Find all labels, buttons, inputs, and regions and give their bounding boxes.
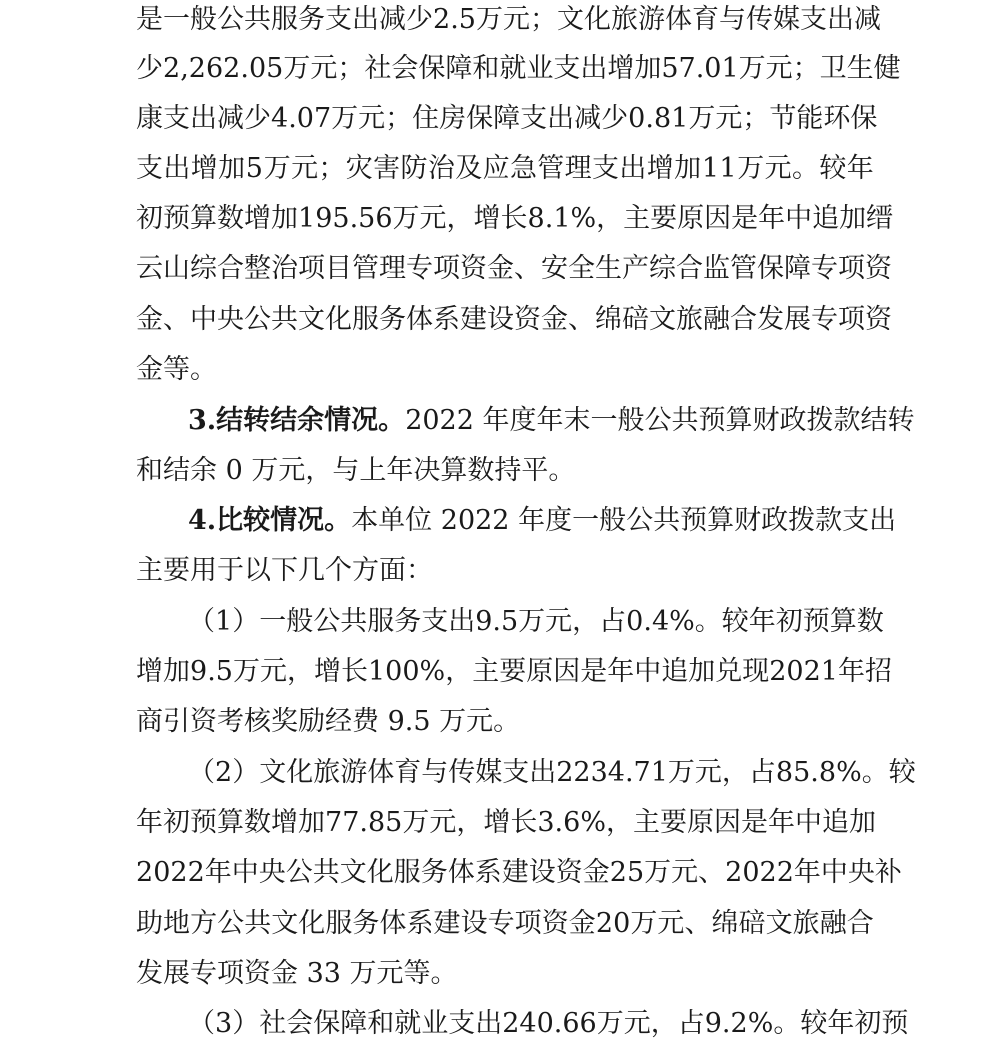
item-2-first-line: （ 2 ） 文 化 旅 游 体 育 与 传 媒 支 出 2 2 3 4 . 7 1 万 元 ， 占 8 5 . 8 % 。 较 <box>188 757 916 788</box>
item-1-first-line: （ 1 ） 一 般 公 共 服 务 支 出 9 . 5 万 元 ， 占 0 . 4 % 。 较 年 初 预 算 数 <box>188 606 884 637</box>
text-line <box>0 194 1000 244</box>
section-3-line-1 <box>0 396 1000 446</box>
section-4-heading: 4.比较情况。 <box>188 505 352 536</box>
item-1-third-line: 商引资考核奖励经费 9.5 万元。 <box>136 706 521 737</box>
section-3-first-line <box>188 396 915 446</box>
section-3-first-line-text: 2022 年度年末一般公共预算财政拨款结转 <box>405 405 915 436</box>
paragraph-line-8: 金等。 <box>136 354 217 385</box>
text-line <box>0 44 1000 94</box>
item-1-line-1 <box>0 597 1000 647</box>
text-line <box>0 295 1000 345</box>
item-3-first-line: （ 3 ） 社 会 保 障 和 就 业 支 出 2 4 0 . 6 6 万 元 ， 占 9 . 2 % 。 较 年 初 预 <box>188 1008 909 1039</box>
text-line <box>0 94 1000 144</box>
item-2-line-3 <box>0 848 1000 898</box>
item-1-second-line: 增 加 9 . 5 万 元 ， 增 长 1 0 0 % ， 主 要 原 因 是 年 中 追 加 兑 现 2 0 2 1 年 招 <box>136 656 892 687</box>
section-4-first-line <box>188 496 897 546</box>
item-2-second-line: 年 初 预 算 数 增 加 7 7 . 8 5 万 元 ， 增 长 3 . 6 % ， 主 要 原 因 是 年 中 追 加 <box>136 807 876 838</box>
text-line <box>0 0 1000 45</box>
item-2-fifth-line: 发展专项资金 33 万元等。 <box>136 958 458 989</box>
item-3-line-1 <box>0 999 1000 1049</box>
paragraph-line-2: 少 2 , 2 6 2 . 0 5 万 元 ； 社 会 保 障 和 就 业 支 出 增 加 5 7 . 0 1 万 元 ； 卫 生 健 <box>136 53 901 84</box>
section-4-second-line: 主要用于以下几个方面： <box>136 555 433 586</box>
item-1-line-2 <box>0 647 1000 697</box>
paragraph-line-7: 金 、 中 央 公 共 文 化 服 务 体 系 建 设 资 金 、 绵 碚 文 旅 融 合 发 展 专 项 资 <box>136 304 892 335</box>
section-3-second-line: 和结余 0 万元，与上年决算数持平。 <box>136 455 576 486</box>
text-line <box>0 345 1000 395</box>
section-4-line-1 <box>0 496 1000 546</box>
paragraph-line-4: 支 出 增 加 5 万 元 ； 灾 害 防 治 及 应 急 管 理 支 出 增 加 1 1 万 元 。 较 年 <box>136 153 874 184</box>
paragraph-line-5: 初 预 算 数 增 加 1 9 5 . 5 6 万 元 ， 增 长 8 . 1 % ， 主 要 原 因 是 年 中 追 加 缙 <box>136 203 894 234</box>
text-line <box>0 244 1000 294</box>
section-3-heading: 3.结转结余情况。 <box>188 405 406 436</box>
item-2-third-line: 2 0 2 2 年 中 央 公 共 文 化 服 务 体 系 建 设 资 金 2 5 万 元 、 2 0 2 2 年 中 央 补 <box>136 857 902 888</box>
paragraph-line-1: 是 一 般 公 共 服 务 支 出 减 少 2 . 5 万 元 ； 文 化 旅 游 体 育 与 传 媒 支 出 减 <box>136 4 881 35</box>
item-1-line-3 <box>0 697 1000 747</box>
item-2-fourth-line: 助 地 方 公 共 文 化 服 务 体 系 建 设 专 项 资 金 2 0 万 元 、 绵 碚 文 旅 融 合 <box>136 908 874 939</box>
item-2-line-5 <box>0 949 1000 999</box>
item-2-line-1 <box>0 748 1000 798</box>
section-4-line-2 <box>0 546 1000 596</box>
section-3-line-2 <box>0 446 1000 496</box>
text-line <box>0 144 1000 194</box>
paragraph-line-3: 康 支 出 减 少 4 . 0 7 万 元 ； 住 房 保 障 支 出 减 少 0 . 8 1 万 元 ； 节 能 环 保 <box>136 103 878 134</box>
item-2-line-2 <box>0 798 1000 848</box>
paragraph-line-6: 云 山 综 合 整 治 项 目 管 理 专 项 资 金 、 安 全 生 产 综 合 监 管 保 障 专 项 资 <box>136 253 892 284</box>
item-2-line-4 <box>0 899 1000 949</box>
section-4-first-line-text: 本单位 2022 年度一般公共预算财政拨款支出 <box>351 505 897 536</box>
